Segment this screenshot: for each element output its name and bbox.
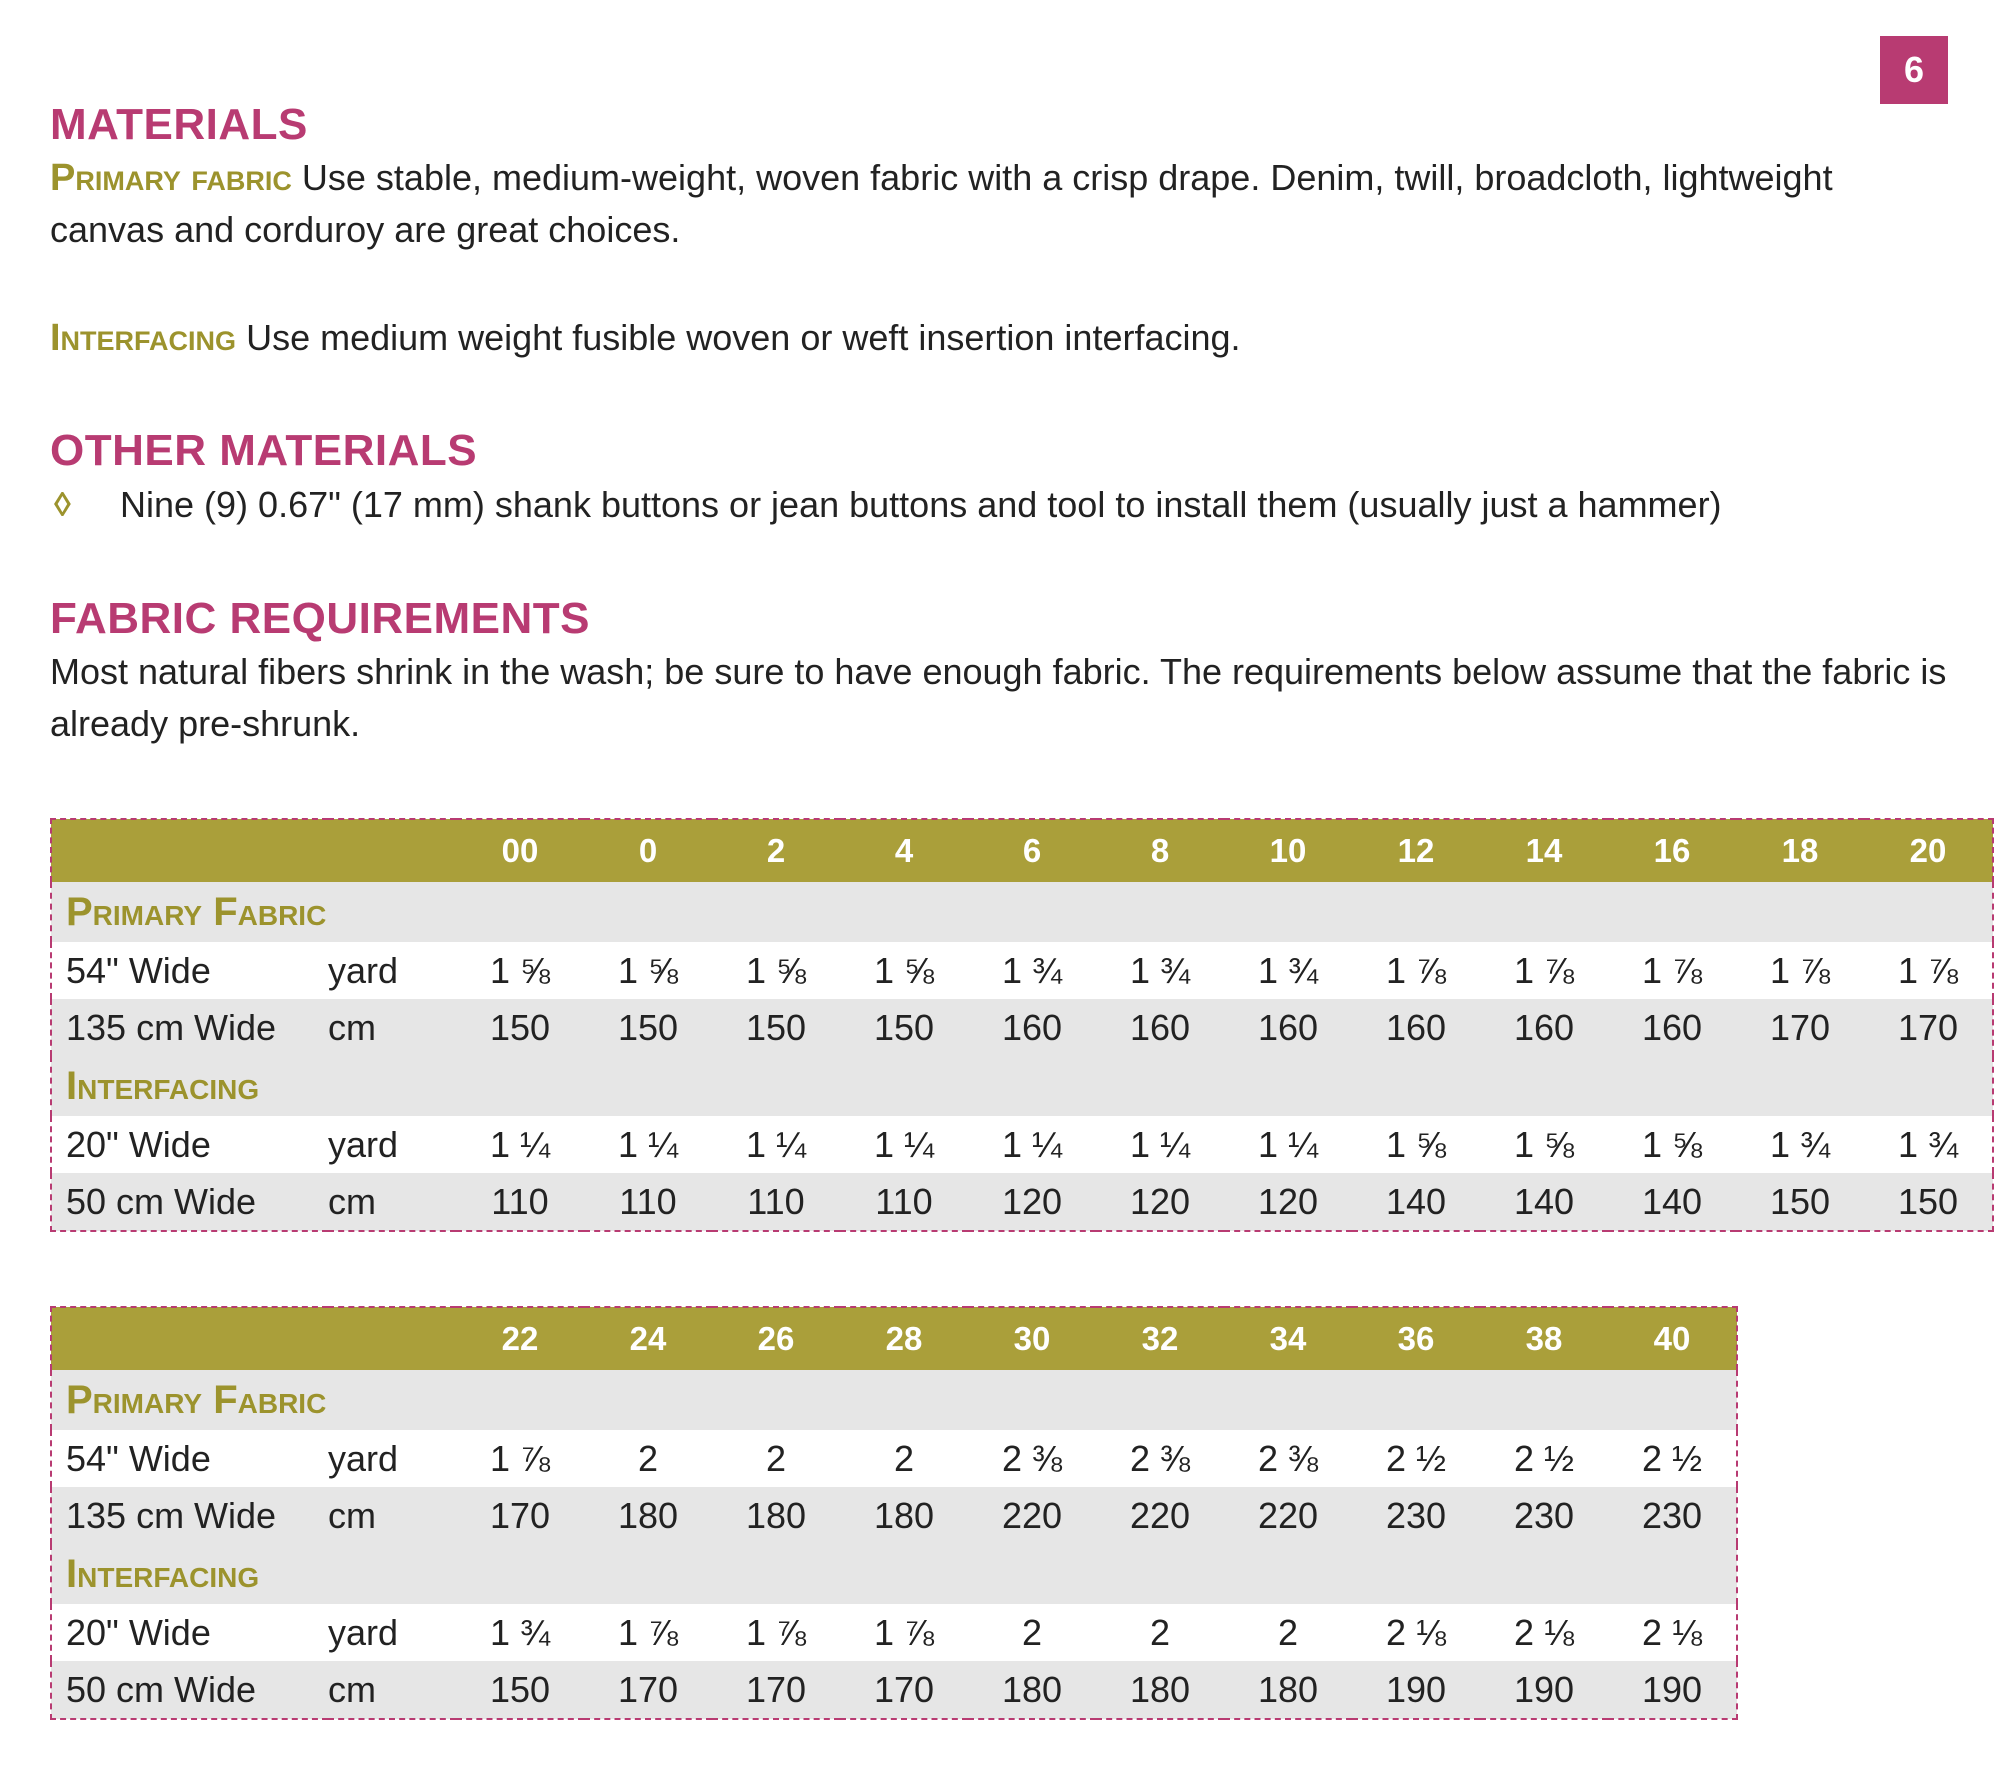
value-cell: 1 ¼ [617, 1123, 679, 1165]
value-cell: 2 ⅜ [1257, 1437, 1319, 1479]
value-cell: 1 ¾ [489, 1611, 551, 1653]
row-unit: yard [328, 1611, 399, 1653]
value-cell: 1 ⅝ [1513, 1123, 1575, 1165]
size-header-cell: 2 [712, 819, 840, 882]
size-header-cell: 6 [968, 819, 1096, 882]
value-cell: 1 ⅞ [1641, 949, 1703, 991]
value-cell: 2 ½ [1641, 1437, 1703, 1479]
row-unit: cm [328, 1487, 456, 1544]
value-cell: 190 [1608, 1661, 1737, 1719]
fabric-requirements-heading: FABRIC REQUIREMENTS [50, 594, 590, 643]
value-cell: 2 ½ [1385, 1437, 1447, 1479]
value-cell: 230 [1480, 1487, 1608, 1544]
value-cell: 220 [1096, 1487, 1224, 1544]
value-cell: 230 [1352, 1487, 1480, 1544]
row-unit: yard [328, 1123, 399, 1165]
value-cell: 2 [1149, 1611, 1171, 1653]
row-label: 54" Wide [66, 949, 211, 991]
value-cell: 2 ⅛ [1385, 1611, 1447, 1653]
size-header-cell: 34 [1224, 1307, 1352, 1370]
row-unit: cm [328, 1661, 456, 1719]
value-cell: 110 [456, 1173, 584, 1231]
fabric-requirements-intro: Most natural fibers shrink in the wash; be sure to have enough fabric. The requirements below assume that the fabric is already pre-shrunk. [50, 651, 1947, 744]
value-cell: 1 ⅝ [745, 949, 807, 991]
value-cell: 220 [968, 1487, 1096, 1544]
value-cell: 2 [637, 1437, 659, 1479]
group-label: Interfacing [51, 1544, 1737, 1604]
value-cell: 160 [1096, 999, 1224, 1056]
table-row [51, 942, 1993, 999]
value-cell: 160 [968, 999, 1096, 1056]
group-label: Interfacing [51, 1056, 1993, 1116]
table-group-row [51, 1370, 1737, 1430]
interfacing-paragraph [50, 312, 1950, 364]
value-cell: 190 [1352, 1661, 1480, 1719]
value-cell: 160 [1480, 999, 1608, 1056]
value-cell: 1 ⅞ [873, 1611, 935, 1653]
value-cell: 2 [1277, 1611, 1299, 1653]
value-cell: 1 ¼ [1129, 1123, 1191, 1165]
size-header-cell: 10 [1224, 819, 1352, 882]
row-unit: yard [328, 1437, 399, 1479]
value-cell: 170 [840, 1661, 968, 1719]
table-row [51, 1661, 1737, 1719]
value-cell: 1 ¼ [1001, 1123, 1063, 1165]
size-header-cell: 26 [712, 1307, 840, 1370]
value-cell: 170 [1864, 999, 1993, 1056]
value-cell: 1 ⅞ [1769, 949, 1831, 991]
value-cell: 2 [1021, 1611, 1043, 1653]
value-cell: 170 [584, 1661, 712, 1719]
interfacing-text: Use medium weight fusible woven or weft insertion interfacing. [236, 317, 1241, 358]
value-cell: 180 [1096, 1661, 1224, 1719]
value-cell: 1 ¾ [1257, 949, 1319, 991]
value-cell: 2 [893, 1437, 915, 1479]
value-cell: 1 ⅞ [1513, 949, 1575, 991]
primary-fabric-text: Use stable, medium-weight, woven fabric with a crisp drape. Denim, twill, broadcloth, lightweight canvas and corduroy are great choices. [50, 157, 1833, 250]
diamond-outline-icon: ◊ [54, 486, 71, 524]
header-blank-cell [51, 1307, 328, 1370]
row-unit: cm [328, 999, 456, 1056]
value-cell: 2 ⅛ [1513, 1611, 1575, 1653]
value-cell: 140 [1480, 1173, 1608, 1231]
table-group-row [51, 1056, 1993, 1116]
table-row [51, 1604, 1737, 1661]
value-cell: 150 [1736, 1173, 1864, 1231]
table-row [51, 1430, 1737, 1487]
value-cell: 150 [584, 999, 712, 1056]
value-cell: 1 ⅝ [873, 949, 935, 991]
other-materials-list [50, 478, 1950, 532]
list-item-text: Nine (9) 0.67" (17 mm) shank buttons or jean buttons and tool to install them (usually just a hammer) [120, 484, 1722, 525]
size-header-cell: 40 [1608, 1307, 1737, 1370]
size-header-cell: 30 [968, 1307, 1096, 1370]
value-cell: 1 ¾ [1897, 1123, 1959, 1165]
value-cell: 180 [968, 1661, 1096, 1719]
value-cell: 180 [584, 1487, 712, 1544]
size-header-cell: 00 [456, 819, 584, 882]
value-cell: 1 ¼ [1257, 1123, 1319, 1165]
size-header-cell: 18 [1736, 819, 1864, 882]
group-label: Primary Fabric [51, 882, 1993, 942]
value-cell: 120 [1224, 1173, 1352, 1231]
size-header-cell: 20 [1864, 819, 1993, 882]
value-cell: 1 ¾ [1769, 1123, 1831, 1165]
list-item [50, 478, 1950, 532]
value-cell: 1 ¼ [489, 1123, 551, 1165]
value-cell: 2 ⅜ [1001, 1437, 1063, 1479]
value-cell: 150 [1864, 1173, 1993, 1231]
value-cell: 190 [1480, 1661, 1608, 1719]
value-cell: 140 [1352, 1173, 1480, 1231]
value-cell: 160 [1352, 999, 1480, 1056]
value-cell: 170 [456, 1487, 584, 1544]
value-cell: 150 [840, 999, 968, 1056]
row-unit: yard [328, 949, 399, 991]
value-cell: 1 ⅝ [489, 949, 551, 991]
row-label: 54" Wide [66, 1437, 211, 1479]
value-cell: 1 ⅞ [1385, 949, 1447, 991]
value-cell: 120 [968, 1173, 1096, 1231]
value-cell: 2 ⅜ [1129, 1437, 1191, 1479]
value-cell: 180 [840, 1487, 968, 1544]
value-cell: 180 [712, 1487, 840, 1544]
row-label: 20" Wide [66, 1611, 211, 1653]
other-materials-heading: OTHER MATERIALS [50, 426, 478, 475]
value-cell: 110 [840, 1173, 968, 1231]
table-row [51, 999, 1993, 1056]
value-cell: 1 ⅝ [1385, 1123, 1447, 1165]
size-header-cell: 36 [1352, 1307, 1480, 1370]
group-label: Primary Fabric [51, 1370, 1737, 1430]
value-cell: 110 [584, 1173, 712, 1231]
table-row [51, 1116, 1993, 1173]
value-cell: 1 ⅞ [489, 1437, 551, 1479]
value-cell: 180 [1224, 1661, 1352, 1719]
value-cell: 2 [765, 1437, 787, 1479]
page-number-badge: 6 [1880, 36, 1948, 104]
size-header-cell: 24 [584, 1307, 712, 1370]
value-cell: 1 ¾ [1129, 949, 1191, 991]
table-group-row [51, 1544, 1737, 1604]
header-blank-cell [328, 819, 456, 882]
value-cell: 2 ½ [1513, 1437, 1575, 1479]
row-label: 135 cm Wide [51, 1487, 328, 1544]
size-header-cell: 38 [1480, 1307, 1608, 1370]
value-cell: 230 [1608, 1487, 1737, 1544]
header-blank-cell [328, 1307, 456, 1370]
size-header-cell: 8 [1096, 819, 1224, 882]
size-header-cell: 12 [1352, 819, 1480, 882]
value-cell: 150 [456, 999, 584, 1056]
table-row [51, 1487, 1737, 1544]
fabric-table-sizes-22-40 [50, 1306, 1738, 1720]
value-cell: 170 [712, 1661, 840, 1719]
fabric-table-sizes-00-20 [50, 818, 1994, 1232]
size-header-cell: 4 [840, 819, 968, 882]
value-cell: 220 [1224, 1487, 1352, 1544]
value-cell: 160 [1608, 999, 1736, 1056]
value-cell: 2 ⅛ [1641, 1611, 1703, 1653]
row-label: 20" Wide [66, 1123, 211, 1165]
value-cell: 1 ⅞ [745, 1611, 807, 1653]
value-cell: 170 [1736, 999, 1864, 1056]
value-cell: 1 ⅞ [617, 1611, 679, 1653]
row-label: 135 cm Wide [51, 999, 328, 1056]
value-cell: 1 ⅝ [1641, 1123, 1703, 1165]
value-cell: 1 ¾ [1001, 949, 1063, 991]
table-group-row [51, 882, 1993, 942]
interfacing-lead: Interfacing [50, 317, 237, 359]
value-cell: 1 ⅞ [1897, 949, 1959, 991]
value-cell: 160 [1224, 999, 1352, 1056]
table-row [51, 1173, 1993, 1231]
table-header-row [51, 1307, 1737, 1370]
size-header-cell: 22 [456, 1307, 584, 1370]
value-cell: 120 [1096, 1173, 1224, 1231]
header-blank-cell [51, 819, 328, 882]
primary-fabric-lead: Primary fabric [50, 157, 292, 199]
value-cell: 140 [1608, 1173, 1736, 1231]
size-header-cell: 32 [1096, 1307, 1224, 1370]
table-header-row [51, 819, 1993, 882]
row-label: 50 cm Wide [51, 1661, 328, 1719]
row-label: 50 cm Wide [51, 1173, 328, 1231]
primary-fabric-paragraph [50, 152, 1950, 256]
size-header-cell: 16 [1608, 819, 1736, 882]
size-header-cell: 14 [1480, 819, 1608, 882]
materials-heading: MATERIALS [50, 100, 308, 149]
size-header-cell: 28 [840, 1307, 968, 1370]
size-header-cell: 0 [584, 819, 712, 882]
value-cell: 1 ⅝ [617, 949, 679, 991]
value-cell: 150 [456, 1661, 584, 1719]
row-unit: cm [328, 1173, 456, 1231]
value-cell: 1 ¼ [873, 1123, 935, 1165]
value-cell: 150 [712, 999, 840, 1056]
page-content [50, 98, 1950, 750]
value-cell: 1 ¼ [745, 1123, 807, 1165]
value-cell: 110 [712, 1173, 840, 1231]
